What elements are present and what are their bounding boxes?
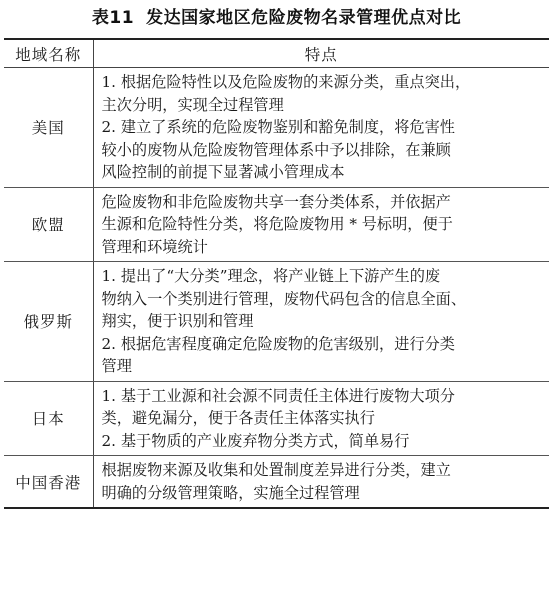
table-title: 发达国家地区危险废物名录管理优点对比 (146, 8, 462, 28)
feature-line: 管理和环境统计 (101, 237, 208, 256)
feature-line: 2. 建立了系统的危险废物鉴别和豁免制度，将危害性 (101, 118, 455, 136)
features-cell (93, 262, 549, 382)
feature-line: 1. 提出了“大分类”理念，将产业链上下游产生的废 (101, 267, 441, 285)
feature-line: 较小的废物从危险废物管理体系中予以排除，在兼顾 (101, 140, 451, 159)
table-row (4, 381, 549, 456)
table-row (4, 68, 549, 188)
feature-line: 生源和危险特性分类，将危险废物用 * 号标明，便于 (101, 215, 453, 233)
feature-line: 1. 根据危险特性以及危险废物的来源分类，重点突出， (101, 73, 471, 91)
feature-line: 管理 (101, 357, 132, 375)
feature-line: 翔实，便于识别和管理 (101, 312, 254, 330)
table-row (4, 187, 549, 262)
region-cell: 美国 (4, 68, 93, 188)
features-cell (93, 381, 549, 456)
feature-line: 物纳入一个类别进行管理，废物代码包含的信息全面、 (101, 289, 466, 308)
table-header-row (4, 39, 549, 68)
column-header-features: 特点 (93, 39, 549, 68)
feature-line: 根据废物来源及收集和处置制度差异进行分类，建立 (101, 461, 451, 479)
table-caption (0, 0, 553, 38)
region-cell: 中国香港 (4, 456, 93, 509)
column-header-region: 地域名称 (4, 39, 93, 68)
table-row (4, 456, 549, 509)
feature-line: 危险废物和非危险废物共享一套分类体系，并依据产 (101, 192, 451, 211)
features-cell (93, 456, 549, 509)
feature-line: 风险控制的前提下显著减小管理成本 (101, 163, 345, 181)
table-row (4, 262, 549, 382)
comparison-table (4, 38, 549, 509)
table-number: 表11 (91, 8, 135, 28)
feature-line: 类，避免漏分，便于各责任主体落实执行 (101, 409, 375, 427)
region-cell: 日本 (4, 381, 93, 456)
feature-line: 2. 根据危害程度确定危险废物的危害级别，进行分类 (101, 334, 455, 353)
feature-line: 1. 基于工业源和社会源不同责任主体进行废物大项分 (101, 386, 455, 405)
features-cell (93, 187, 549, 262)
feature-line: 主次分明，实现全过程管理 (101, 95, 284, 114)
region-cell: 欧盟 (4, 187, 93, 262)
feature-line: 明确的分级管理策略，实施全过程管理 (101, 483, 360, 502)
features-cell (93, 68, 549, 188)
region-cell: 俄罗斯 (4, 262, 93, 382)
feature-line: 2. 基于物质的产业废弃物分类方式，简单易行 (101, 431, 410, 450)
